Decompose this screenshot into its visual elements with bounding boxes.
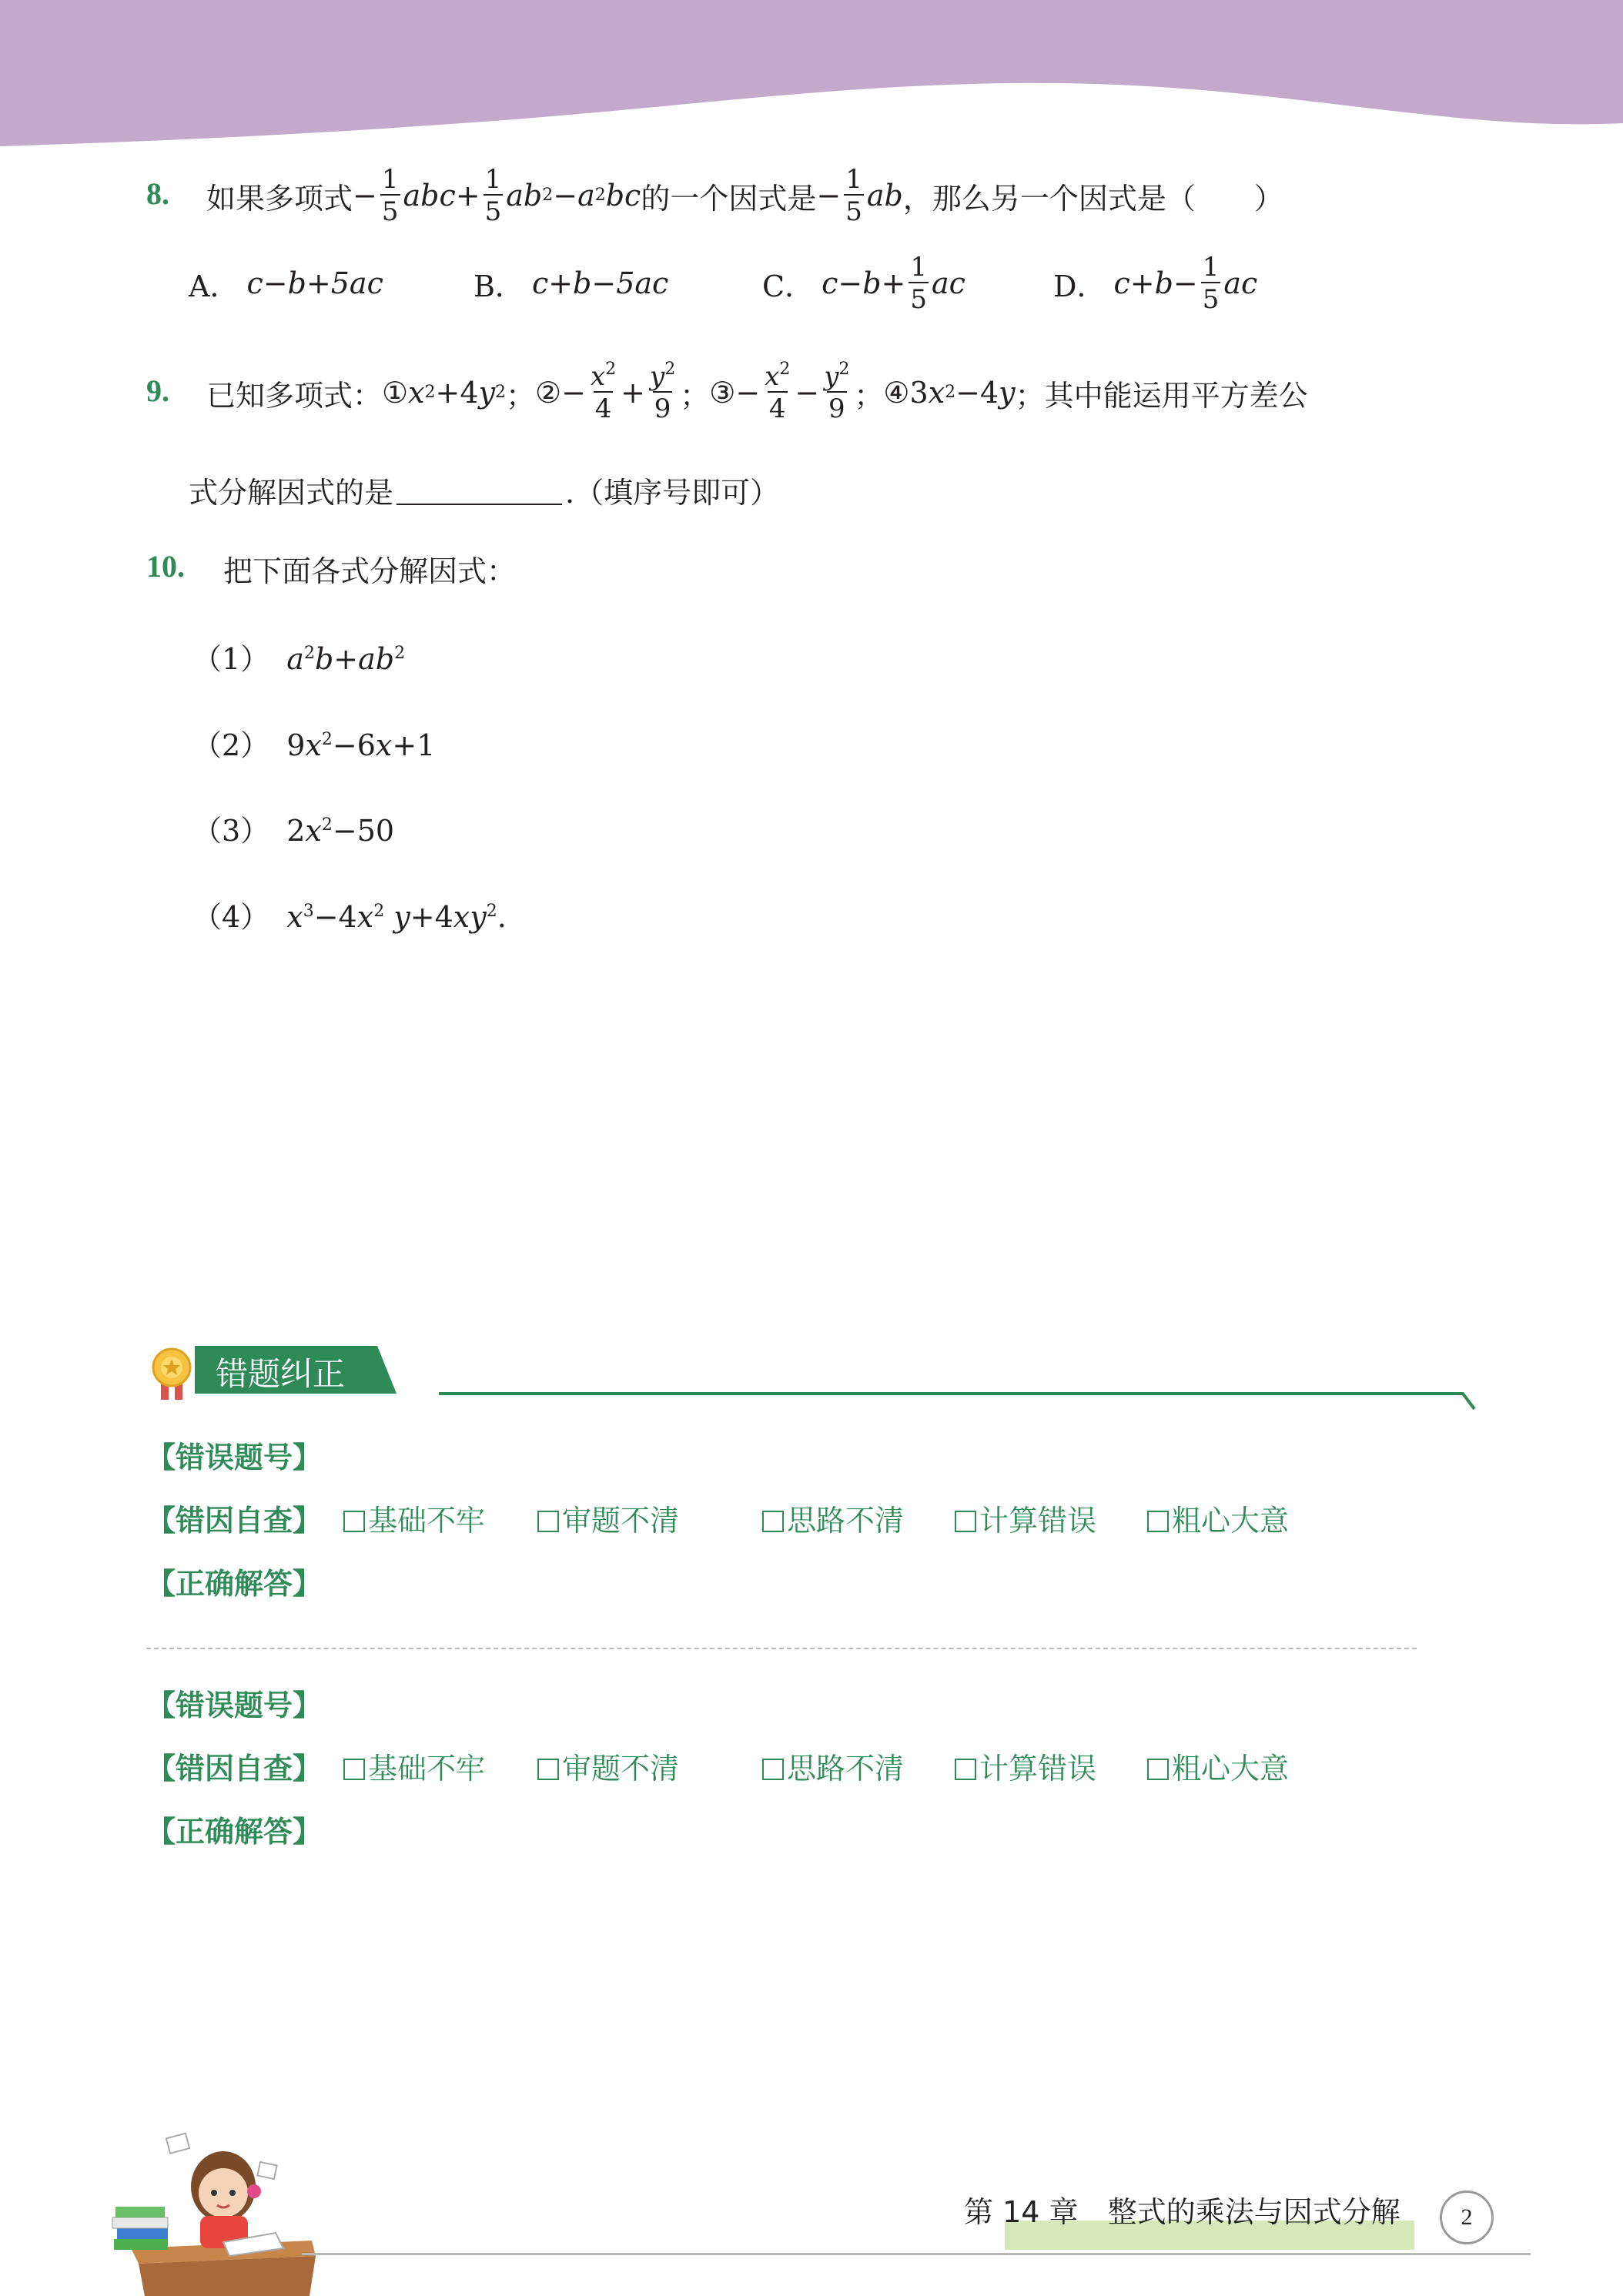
q8-frac-a-den: 5 xyxy=(380,194,400,225)
footer-rule xyxy=(302,2253,1531,2255)
q8-option-d-expr-post: ac xyxy=(1223,266,1258,300)
q8-term-c1: a xyxy=(577,179,595,213)
q8-option-a-label: A． xyxy=(189,269,239,303)
block2-tag-number: 【错误题号】 xyxy=(146,1689,323,1722)
block1-tag-answer: 【正确解答】 xyxy=(146,1567,323,1601)
q9-item4-var1: x xyxy=(928,376,945,410)
footer-chapter-title: 整式的乘法与因式分解 xyxy=(1107,2195,1400,2229)
q10-item-3: （3） $2x^2-50$ xyxy=(192,814,395,848)
q9-item2-op: + xyxy=(621,376,645,410)
q9-item3-num2: y xyxy=(824,361,839,392)
q8-option-a-expr: c−b+5ac xyxy=(246,266,383,300)
block1-option-5-label: 粗心大意 xyxy=(1172,1504,1290,1538)
q9-sep2: ； xyxy=(680,378,710,413)
block2-option-1-label: 基础不牢 xyxy=(368,1752,486,1786)
q10-prompt-text: 把下面各式分解因式： xyxy=(223,554,517,588)
q9-line2-prefix: 式分解因式的是 xyxy=(189,475,394,510)
block1-option-2-label: 审题不清 xyxy=(562,1504,680,1538)
block2-option-3-label: 思路不清 xyxy=(787,1752,905,1786)
q9-item3-num1: x xyxy=(765,361,780,392)
q8-option-d-frac-den: 5 xyxy=(1201,282,1221,313)
q8-option-c[interactable] xyxy=(762,245,965,322)
q8-fraction-c xyxy=(844,166,864,225)
q9-item3-frac2-num xyxy=(822,360,851,392)
q9-item2-num1: x xyxy=(590,361,606,392)
question-number-8: 8. xyxy=(146,176,169,211)
q8-frac-a-num: 1 xyxy=(381,164,399,195)
q10-item-4-label: （4） xyxy=(192,900,270,934)
q10-item-2-label: （2） xyxy=(192,728,270,762)
q8-option-d-label: D． xyxy=(1053,269,1106,303)
page-number: 2 xyxy=(1461,2204,1473,2230)
question-9-stem-line1: 已知多项式： ① x 2 +4 y 2 ； ② − $\frac{x^2}{4}$ + $\frac{y^2}{9}$ ； ③ − $\frac{x^2}{4}$ − $\frac{y^2}{9}$ ； ④ 3 x 2 −4 y ；其中能运用平方差公 xyxy=(206,360,1308,424)
q8-minus: − xyxy=(553,179,578,213)
q8-plus: + xyxy=(455,179,480,213)
q8-term-c2: bc xyxy=(605,179,641,213)
page-number-badge xyxy=(1440,2191,1494,2244)
block1-tag-number: 【错误题号】 xyxy=(146,1441,323,1474)
q9-item3-frac2 xyxy=(822,360,851,424)
q9-item2-exp2: 2 xyxy=(664,360,676,379)
block2-tag-answer: 【正确解答】 xyxy=(146,1815,323,1849)
q10-item-1: （1） $a^2b+ab^2$ xyxy=(192,642,406,676)
block2-option-3[interactable] xyxy=(762,1745,904,1787)
q9-item3-exp2: 2 xyxy=(838,360,850,379)
q9-item4-var2: y xyxy=(999,376,1016,410)
question-8-stem: 如果多项式 − $\frac{1}{5}$ abc + $\frac{1}{5}$ ab 2 − a 2 bc 的一个因式是 − $\frac{1}{5}$ ab ，那么另一个因式是（ ） xyxy=(206,164,1283,227)
q9-item1-var1: x xyxy=(408,376,425,410)
q8-neg2: − xyxy=(816,179,842,213)
block1-option-5[interactable] xyxy=(1147,1497,1289,1539)
q9-answer-blank[interactable] xyxy=(397,474,562,505)
block2-option-2[interactable] xyxy=(537,1745,679,1787)
q8-option-c-expr-pre: c−b+ xyxy=(822,266,906,300)
q9-item3-frac1-num xyxy=(763,360,791,392)
q9-item3-den2: 9 xyxy=(827,391,847,422)
q9-item4-coef: 3 xyxy=(909,376,929,410)
q8-option-c-frac-den: 5 xyxy=(909,282,929,313)
block1-option-4-label: 计算错误 xyxy=(979,1504,1097,1538)
checkbox-icon xyxy=(762,1759,784,1780)
block1-option-1[interactable] xyxy=(343,1497,485,1539)
q8-option-d-expr-pre: c+b− xyxy=(1113,266,1198,300)
q9-line2-suffix: .（填序号即可） xyxy=(565,475,780,510)
block1-option-1-label: 基础不牢 xyxy=(368,1504,486,1538)
q8-mid: 的一个因式是 xyxy=(641,181,817,216)
block2-option-5[interactable] xyxy=(1147,1745,1289,1787)
q9-item3-exp1: 2 xyxy=(779,360,791,379)
q10-item-1-label: （1） xyxy=(192,642,270,676)
q8-frac-c-den: 5 xyxy=(844,194,864,225)
q9-sep1: ； xyxy=(506,378,536,413)
q9-item2-mark: ② xyxy=(535,376,562,410)
question-number-10: 10. xyxy=(146,549,185,584)
q8-neg1: − xyxy=(353,179,377,213)
q9-item2-exp1: 2 xyxy=(605,360,617,379)
checkbox-icon xyxy=(343,1759,365,1780)
block1-tag-cause: 【错因自查】 xyxy=(146,1504,323,1538)
block2-option-2-label: 审题不清 xyxy=(562,1752,680,1786)
block2-option-4-label: 计算错误 xyxy=(979,1752,1097,1786)
q9-item1-mid: +4 xyxy=(435,376,479,410)
q8-option-b[interactable] xyxy=(474,245,668,322)
checkbox-icon xyxy=(343,1511,365,1532)
medal-icon xyxy=(153,1349,190,1400)
block2-option-5-label: 粗心大意 xyxy=(1172,1752,1290,1786)
q8-option-a[interactable] xyxy=(189,245,383,322)
block1-option-4[interactable] xyxy=(955,1497,1096,1539)
q8-option-b-expr: c+b−5ac xyxy=(531,266,669,300)
block1-option-3[interactable] xyxy=(762,1497,904,1539)
question-9-stem-line2 xyxy=(189,451,779,528)
q9-item2-frac1-num xyxy=(589,360,617,392)
q9-item2-sign: − xyxy=(561,376,586,410)
q8-term-d: ab xyxy=(866,179,903,213)
q9-item3-frac1 xyxy=(763,360,791,424)
q8-frac-c-num: 1 xyxy=(845,164,862,195)
q8-frac-b-den: 5 xyxy=(484,194,504,225)
q9-item3-den1: 4 xyxy=(768,391,788,422)
q10-item-2: （2） $9x^2-6x+1$ xyxy=(192,728,436,762)
correction-title: 错题纠正 xyxy=(216,1355,346,1393)
q8-option-c-fraction xyxy=(909,254,929,313)
q8-option-c-label: C． xyxy=(762,269,815,303)
q9-item3-op: − xyxy=(795,376,820,410)
block1-option-3-label: 思路不清 xyxy=(787,1504,905,1538)
question-number-9: 9. xyxy=(146,373,169,408)
block-divider xyxy=(146,1648,1417,1649)
q8-frac-b-num: 1 xyxy=(484,164,502,195)
checkbox-icon xyxy=(762,1511,784,1532)
q9-line1-suffix: ；其中能运用平方差公 xyxy=(1015,378,1308,413)
q8-option-d-frac-num: 1 xyxy=(1202,252,1220,283)
q8-option-c-expr-post: ac xyxy=(932,266,965,300)
q9-item2-frac2-num xyxy=(648,360,677,392)
block2-tag-cause: 【错因自查】 xyxy=(146,1752,323,1786)
q9-sep3: ； xyxy=(854,378,884,413)
q9-item2-den2: 9 xyxy=(653,391,673,422)
correction-header-graphic xyxy=(150,1338,1482,1415)
checkbox-icon xyxy=(537,1759,559,1780)
q8-option-b-label: B． xyxy=(474,269,524,303)
q8-option-d-fraction xyxy=(1201,254,1221,313)
q10-item-3-label: （3） xyxy=(192,814,270,848)
girl-reading-illustration xyxy=(108,2125,323,2296)
q9-item4-mark: ④ xyxy=(883,376,910,410)
q10-item-4: （4） $x^3-4x^2$ $y+4xy^2$. xyxy=(192,900,507,934)
q8-option-d[interactable] xyxy=(1053,245,1257,322)
q9-item3-sign: − xyxy=(735,376,761,410)
q9-item2-num2: y xyxy=(650,361,665,392)
checkbox-icon xyxy=(955,1759,976,1780)
q8-prefix: 如果多项式 xyxy=(206,181,353,216)
block2-option-1[interactable] xyxy=(343,1745,485,1787)
correction-title-rule xyxy=(439,1394,1474,1409)
q8-fraction-b xyxy=(484,166,504,225)
checkbox-icon xyxy=(955,1511,976,1532)
q9-item2-frac1 xyxy=(589,360,617,424)
checkbox-icon xyxy=(537,1511,559,1532)
checkbox-icon xyxy=(1147,1511,1169,1532)
q9-prefix: 已知多项式： xyxy=(206,378,383,413)
q9-item1-var2: y xyxy=(478,376,496,410)
footer-chapter-number: 第 14 章 xyxy=(964,2195,1079,2229)
q8-term-b: ab xyxy=(506,179,543,213)
q8-term-a: abc xyxy=(403,179,456,213)
header-wave-band xyxy=(0,0,1623,154)
q9-item4-mid: −4 xyxy=(955,376,999,410)
q9-item1-mark: ① xyxy=(382,376,409,410)
q9-item2-den1: 4 xyxy=(594,391,614,422)
q8-option-c-frac-num: 1 xyxy=(910,252,928,283)
q8-suffix: ，那么另一个因式是（ ） xyxy=(902,181,1283,216)
q8-fraction-a xyxy=(380,166,400,225)
q9-item3-mark: ③ xyxy=(709,376,736,410)
question-10-prompt xyxy=(223,530,516,607)
footer-chapter xyxy=(964,2188,1400,2231)
q9-item2-frac2 xyxy=(648,360,677,424)
checkbox-icon xyxy=(1147,1759,1169,1780)
block1-option-2[interactable] xyxy=(537,1497,679,1539)
block2-option-4[interactable] xyxy=(955,1745,1096,1787)
